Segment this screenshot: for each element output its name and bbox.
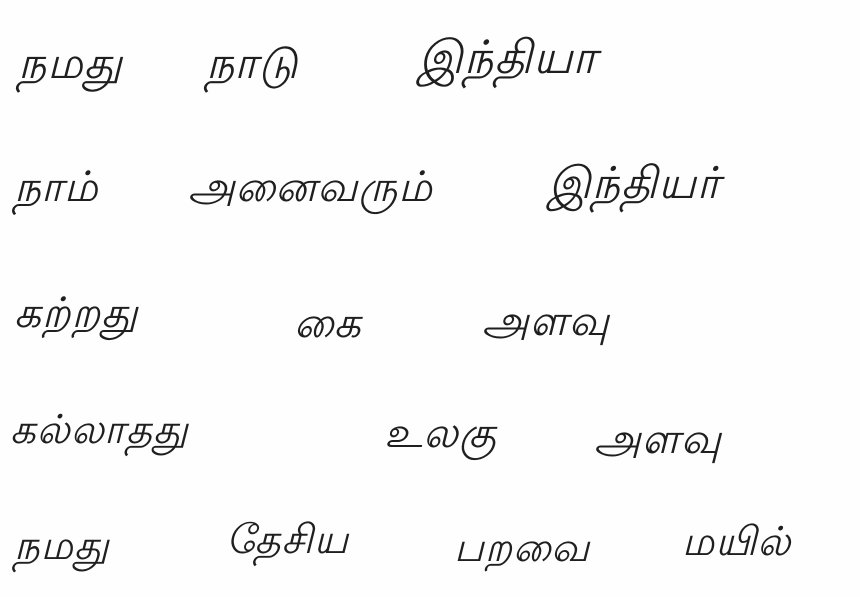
line-5-word-4: மயில் <box>682 519 792 565</box>
line-5-word-2: தேசிய <box>226 517 350 563</box>
line-4-word-1: கல்லாதது <box>10 407 189 453</box>
line-3-word-2: கை <box>294 298 362 347</box>
handwritten-line-2 <box>0 150 860 240</box>
handwritten-line-4 <box>0 400 860 490</box>
line-3-word-1: கற்றது <box>14 288 139 337</box>
line-4-word-3: அளவு <box>594 414 722 463</box>
line-4-word-2: உலகு <box>384 408 498 457</box>
handwritten-line-1 <box>0 28 860 118</box>
line-2-word-2: அனைவரும் <box>188 162 434 211</box>
line-2-word-3: இந்தியர் <box>548 158 721 209</box>
line-1-word-3: இந்தியா <box>418 30 598 84</box>
line-3-word-3: அளவு <box>482 296 610 345</box>
line-1-word-1: நமது <box>18 38 123 89</box>
line-5-word-1: நமது <box>14 523 110 569</box>
line-1-word-2: நாடு <box>206 38 299 89</box>
handwritten-line-3 <box>0 284 860 374</box>
line-2-word-1: நாம் <box>14 162 99 211</box>
handwritten-line-5 <box>0 510 860 600</box>
line-5-word-3: பறவை <box>454 525 591 571</box>
